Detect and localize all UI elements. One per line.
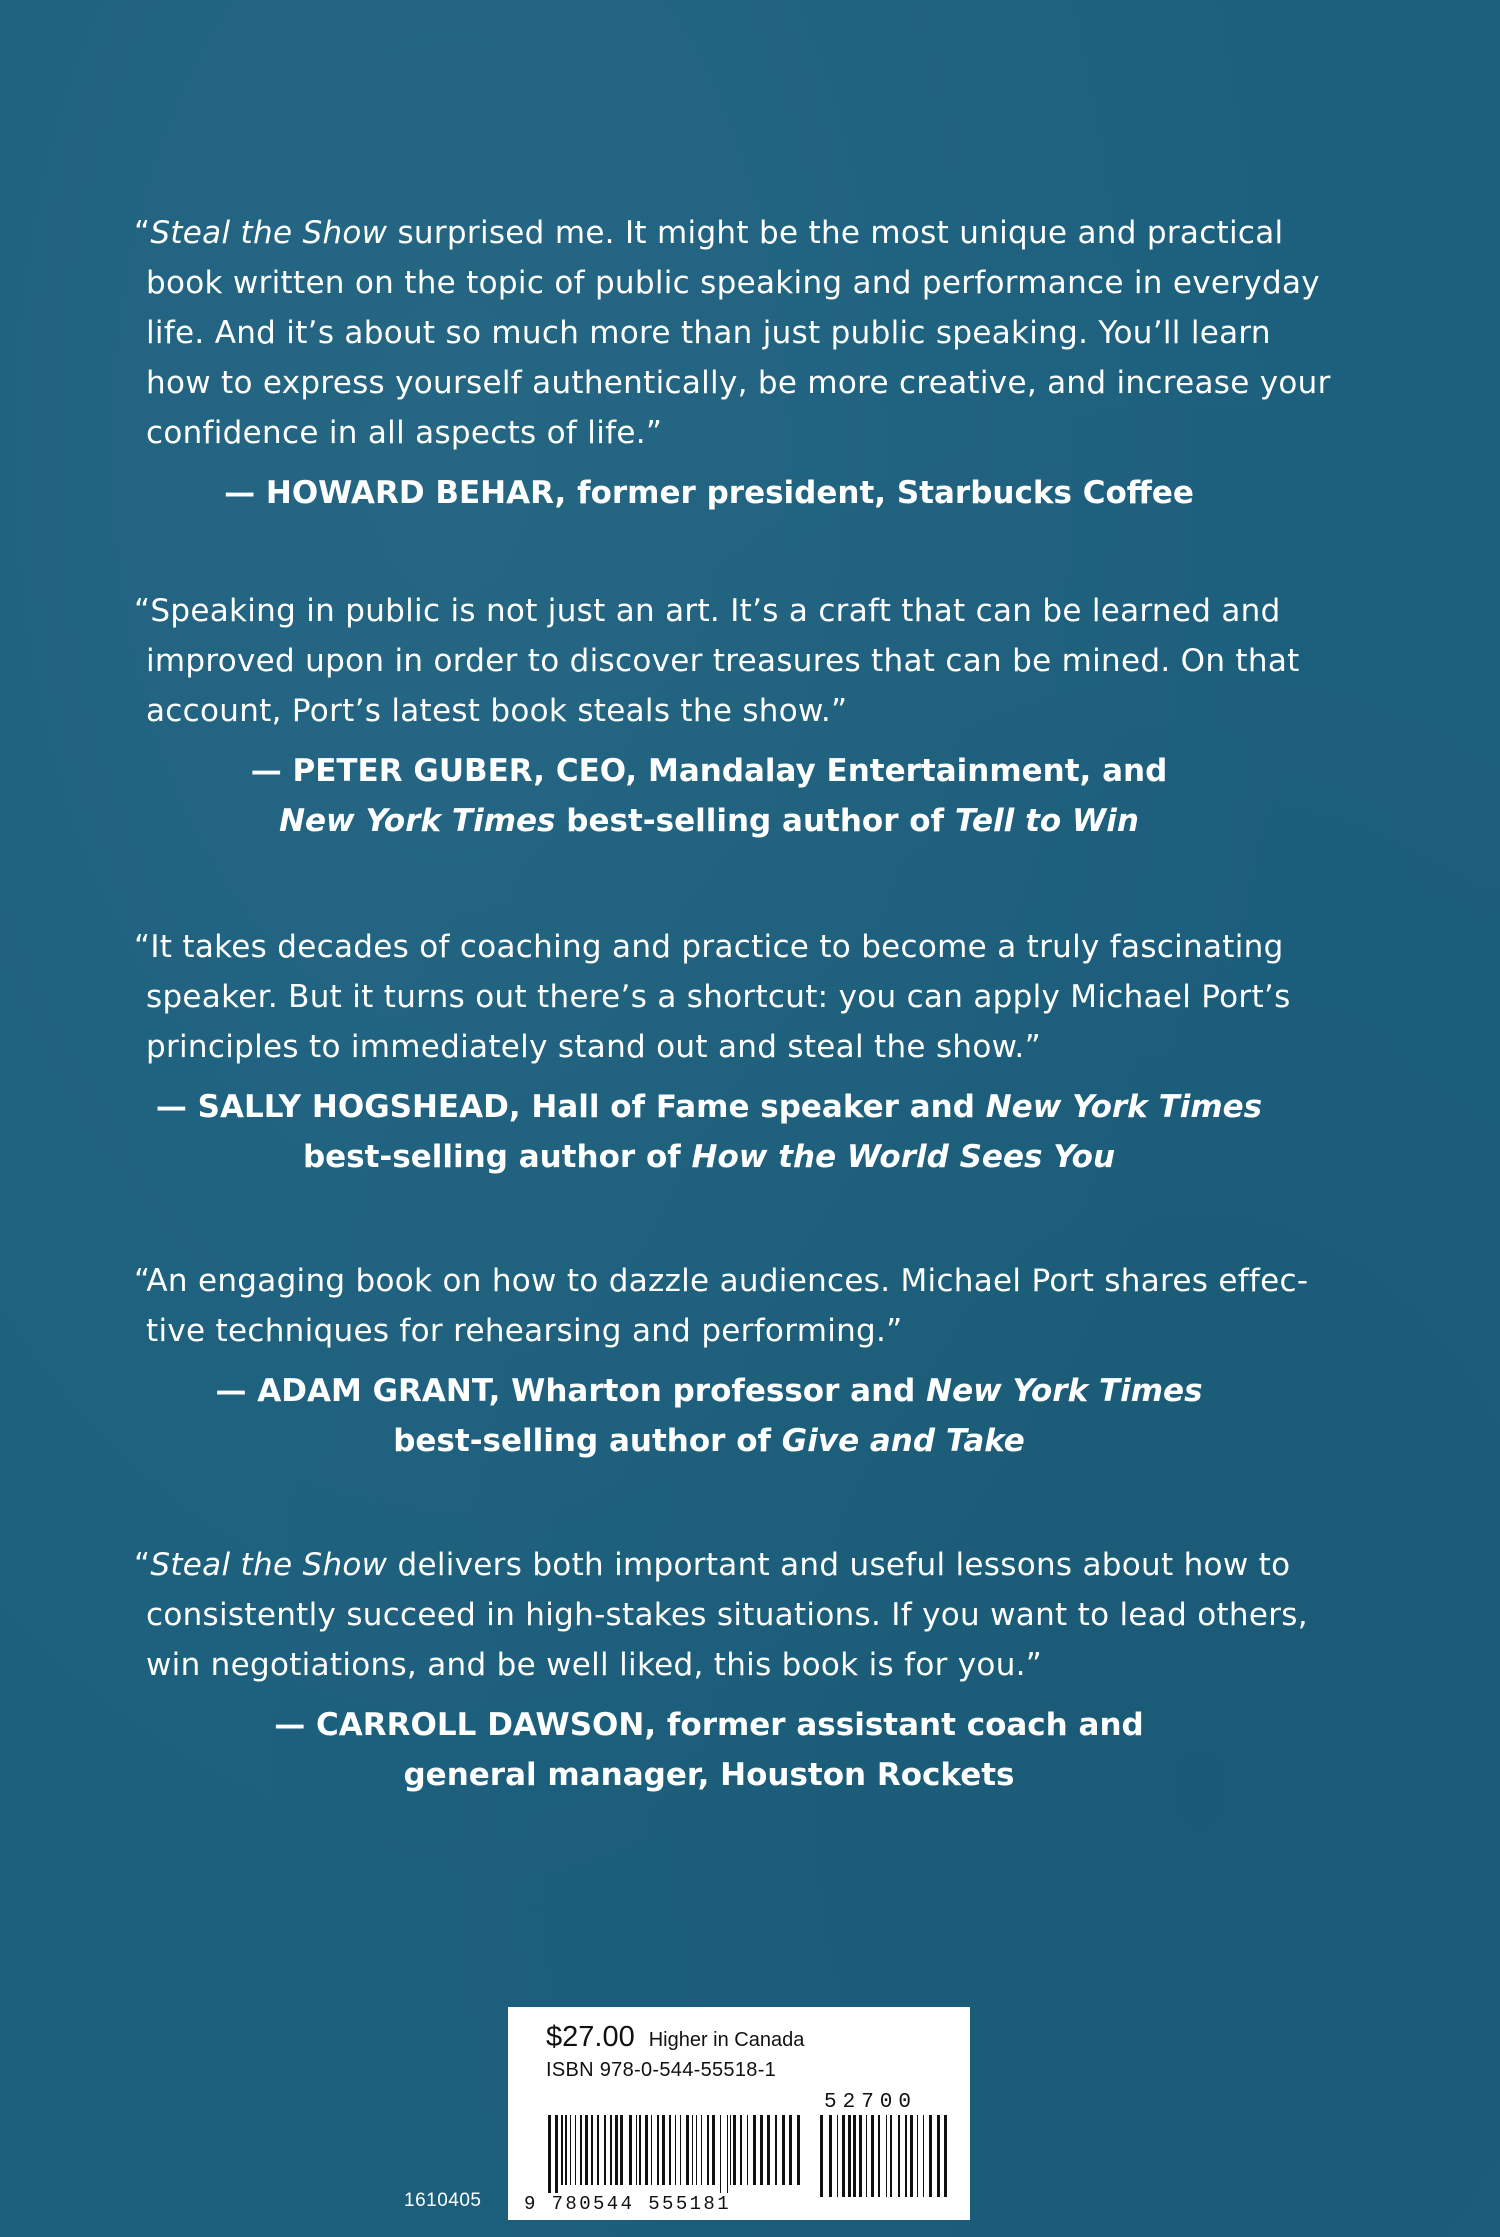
print-code: 1610405 — [404, 2190, 482, 2211]
barcode-bar — [686, 2115, 689, 2185]
addon-barcode — [820, 2115, 950, 2205]
barcode-bar — [760, 2115, 763, 2185]
attribution-line: general manager, Houston Rockets — [403, 1757, 1015, 1793]
quote-text: delivers both important and useful lessons about how to consistently succeed in high-stakes situations. If you want to lead others, win negotiations, and be well liked, this book is for you.” — [146, 1547, 1308, 1683]
blurb-dawson — [134, 1540, 1334, 1800]
publication-italic: New York Times — [926, 1373, 1203, 1409]
barcode-bar — [707, 2115, 709, 2185]
blurb-quote — [134, 1540, 1334, 1690]
barcode-bar — [905, 2115, 907, 2197]
barcode-bar — [636, 2115, 637, 2185]
barcode-label — [508, 2007, 970, 2220]
barcode-bar — [604, 2115, 606, 2185]
book-title-italic: Steal the Show — [150, 215, 388, 251]
blurb-attribution — [134, 1082, 1334, 1182]
publication-italic: New York Times — [279, 803, 556, 839]
barcode-bar — [929, 2115, 932, 2197]
barcode-bar — [878, 2115, 880, 2197]
book-title-italic: How the World Sees You — [691, 1139, 1116, 1175]
price-note: Higher in Canada — [648, 2029, 805, 2051]
barcode-bar — [820, 2115, 823, 2197]
barcode-bar — [937, 2115, 940, 2197]
addon-digits: 52700 — [824, 2091, 918, 2114]
barcode-bar — [789, 2115, 792, 2185]
barcode-bar — [727, 2115, 728, 2193]
barcode-bar — [615, 2115, 618, 2185]
barcode-bar — [712, 2115, 715, 2185]
barcode-bar — [651, 2115, 652, 2185]
price: $27.00 — [546, 2021, 635, 2053]
barcode-bar — [620, 2115, 623, 2185]
barcode-bar — [829, 2115, 832, 2197]
barcode-bar — [837, 2115, 838, 2197]
publication-italic: New York Times — [985, 1089, 1263, 1125]
attribution-text: best-selling author of — [555, 803, 955, 839]
barcode-bar — [701, 2115, 702, 2185]
barcode-bar — [669, 2115, 671, 2185]
barcode-bar — [610, 2115, 612, 2185]
quote-text: surprised me. It might be the most unique and practical book written on the topic of public speaking and performance in everyday life. And it’s about so much more than just public speaking. You’ll learn how to express yourself authentically, be more creative, and increase your confidence in all aspects of life.” — [146, 215, 1331, 451]
barcode-bar — [696, 2115, 697, 2185]
quote-open-mark: “ — [134, 215, 151, 251]
barcode-bar — [585, 2115, 588, 2185]
attribution-text: — ADAM GRANT, Wharton professor and — [215, 1373, 927, 1409]
attribution-line: — HOWARD BEHAR, former president, Starbucks Coffee — [224, 475, 1194, 511]
barcode-bar — [747, 2115, 748, 2185]
barcode-bar — [890, 2115, 892, 2197]
attribution-line: — CARROLL DAWSON, former assistant coach and — [274, 1707, 1144, 1743]
barcode-bar — [886, 2115, 887, 2197]
barcode-bar — [910, 2115, 913, 2197]
blurb-hogshead — [134, 922, 1334, 1182]
blurb-quote: “An engaging book on how to dazzle audiences. Michael Port shares effec- tive techniques for rehearsing and performing.” — [134, 1263, 1309, 1349]
barcode-bar — [923, 2115, 924, 2197]
blurb-attribution — [134, 1700, 1334, 1800]
barcode-bar — [645, 2115, 648, 2185]
quote-open-mark: “ — [134, 1547, 151, 1583]
blurb-guber — [134, 586, 1334, 846]
barcode-bar — [730, 2115, 731, 2185]
barcode-bar — [575, 2115, 576, 2185]
barcode-bar — [842, 2115, 845, 2197]
book-title-italic: Steal the Show — [150, 1547, 388, 1583]
barcode-bar — [859, 2115, 862, 2197]
barcode-bar — [692, 2115, 693, 2185]
barcode-bar — [767, 2115, 770, 2185]
barcode-bar — [597, 2115, 599, 2185]
barcode-bar — [570, 2115, 571, 2185]
ean-barcode — [548, 2115, 804, 2193]
attribution-text: best-selling author of — [393, 1423, 782, 1459]
barcode-bar — [548, 2115, 551, 2193]
barcode-bar — [657, 2115, 659, 2185]
blurb-attribution — [134, 746, 1334, 846]
blurbs-section — [134, 208, 1334, 1800]
isbn: ISBN 978-0-544-55518-1 — [546, 2059, 777, 2081]
barcode-bar — [853, 2115, 856, 2197]
blurb-attribution — [134, 1366, 1334, 1466]
barcode-bar — [944, 2115, 947, 2197]
barcode-bar — [629, 2115, 632, 2185]
blurb-grant — [134, 1256, 1334, 1466]
barcode-bar — [591, 2115, 593, 2185]
price-row — [546, 2021, 804, 2054]
barcode-bar — [561, 2115, 563, 2185]
barcode-bar — [782, 2115, 785, 2185]
barcode-bar — [871, 2115, 874, 2197]
book-title-italic: Tell to Win — [954, 803, 1139, 839]
blurb-behar — [134, 208, 1334, 518]
barcode-bar — [720, 2115, 721, 2193]
barcode-bar — [555, 2115, 558, 2193]
barcode-bar — [675, 2115, 676, 2185]
attribution-text: — SALLY HOGSHEAD, Hall of Fame speaker and — [155, 1089, 986, 1125]
barcode-bar — [740, 2115, 742, 2185]
barcode-bar — [753, 2115, 756, 2185]
barcode-bar — [565, 2115, 567, 2185]
barcode-bar — [848, 2115, 851, 2197]
attribution-text: best-selling author of — [302, 1139, 692, 1175]
barcode-bar — [917, 2115, 918, 2197]
barcode-bar — [580, 2115, 582, 2185]
blurb-quote: “It takes decades of coaching and practice to become a truly fascinating speaker. But it turns out there’s a shortcut: you can apply Michael Port’s principles to immediately stand out and steal the show.” — [134, 929, 1291, 1065]
barcode-bar — [775, 2115, 777, 2185]
blurb-quote — [134, 208, 1334, 458]
barcode-bar — [680, 2115, 681, 2185]
blurb-attribution — [134, 468, 1334, 518]
blurb-quote: “Speaking in public is not just an art. It’s a craft that can be learned and improved upon in order to discover treasures that can be mined. On that account, Port’s latest book steals the show.” — [134, 593, 1300, 729]
barcode-bar — [797, 2115, 800, 2185]
ean-digits: 9 780544 555181 — [524, 2193, 732, 2215]
barcode-bar — [866, 2115, 867, 2197]
barcode-bar — [733, 2115, 736, 2185]
book-title-italic: Give and Take — [781, 1423, 1025, 1459]
barcode-bar — [898, 2115, 900, 2197]
barcode-bar — [639, 2115, 641, 2185]
attribution-line: — PETER GUBER, CEO, Mandalay Entertainment, and — [250, 753, 1168, 789]
barcode-bar — [662, 2115, 665, 2185]
